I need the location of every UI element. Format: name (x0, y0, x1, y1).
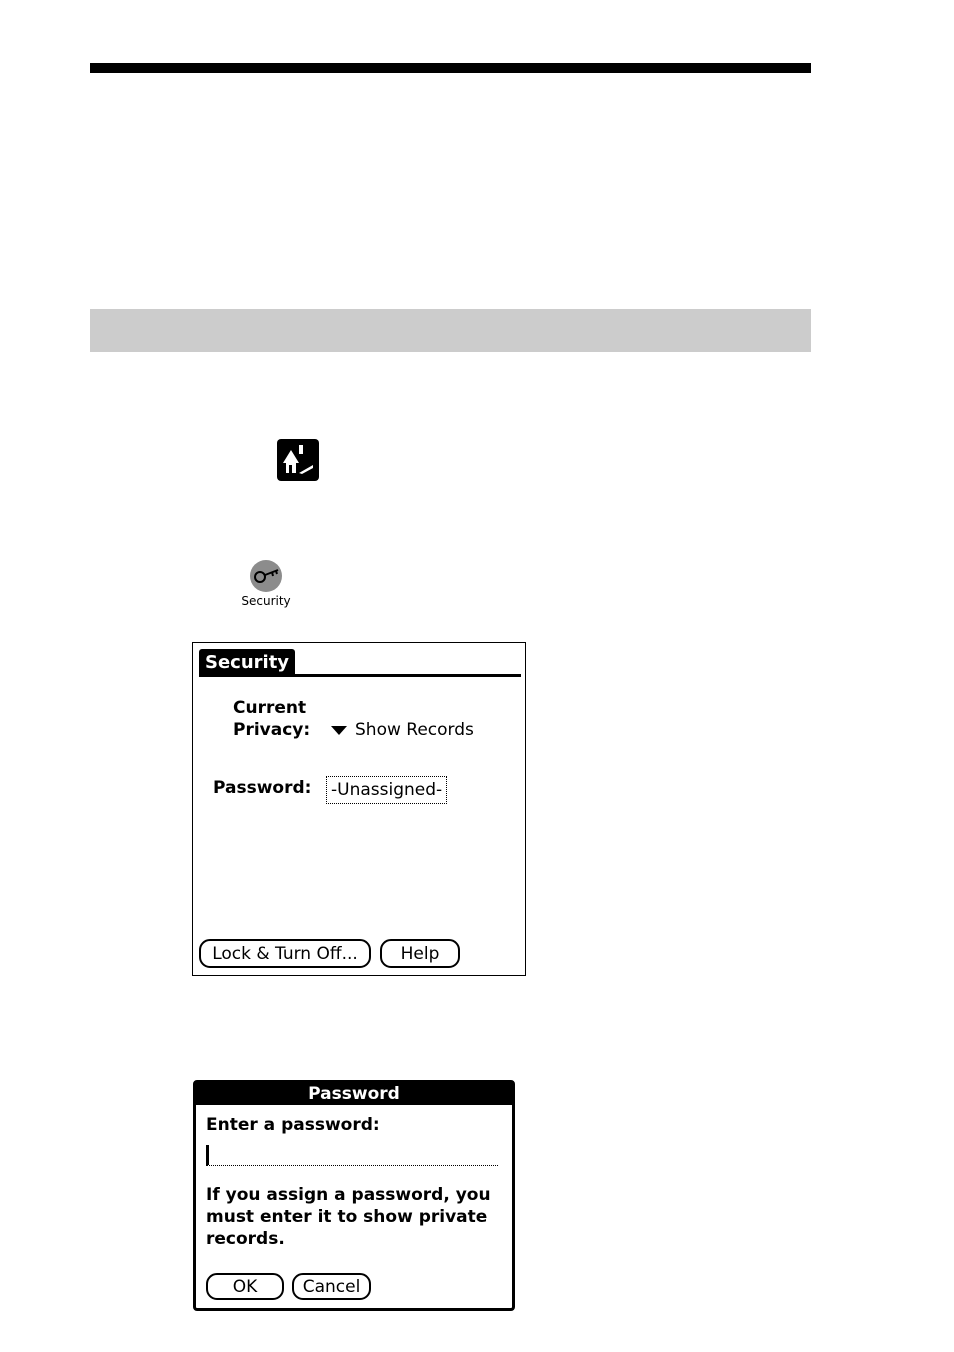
password-input[interactable] (206, 1145, 498, 1166)
text-caret (206, 1145, 209, 1165)
password-dialog (193, 1080, 515, 1311)
title-rule (199, 674, 521, 677)
security-screen (192, 642, 526, 976)
section-band (90, 309, 811, 352)
security-app-icon[interactable] (236, 560, 296, 608)
dialog-title: Password (196, 1083, 512, 1105)
privacy-picker[interactable] (331, 719, 474, 741)
screen-title: Security (199, 649, 295, 675)
lock-turn-off-button[interactable]: Lock & Turn Off... (199, 939, 371, 968)
cancel-button[interactable]: Cancel (292, 1273, 371, 1300)
security-app-label: Security (241, 594, 291, 608)
privacy-value: Show Records (355, 720, 474, 740)
password-field[interactable]: -Unassigned- (326, 776, 447, 804)
ok-button[interactable]: OK (206, 1273, 284, 1300)
privacy-label (233, 697, 310, 741)
top-rule (90, 63, 811, 73)
home-icon (277, 439, 319, 481)
dialog-prompt: Enter a password: (206, 1115, 380, 1135)
privacy-label-line1: Current (233, 698, 307, 718)
triangle-down-icon (331, 726, 347, 735)
key-icon (250, 560, 282, 592)
password-label: Password: (213, 778, 312, 798)
dialog-message: If you assign a password, you must enter it to show private records. (206, 1185, 491, 1249)
help-button[interactable]: Help (380, 939, 460, 968)
privacy-label-line2: Privacy: (233, 720, 311, 740)
